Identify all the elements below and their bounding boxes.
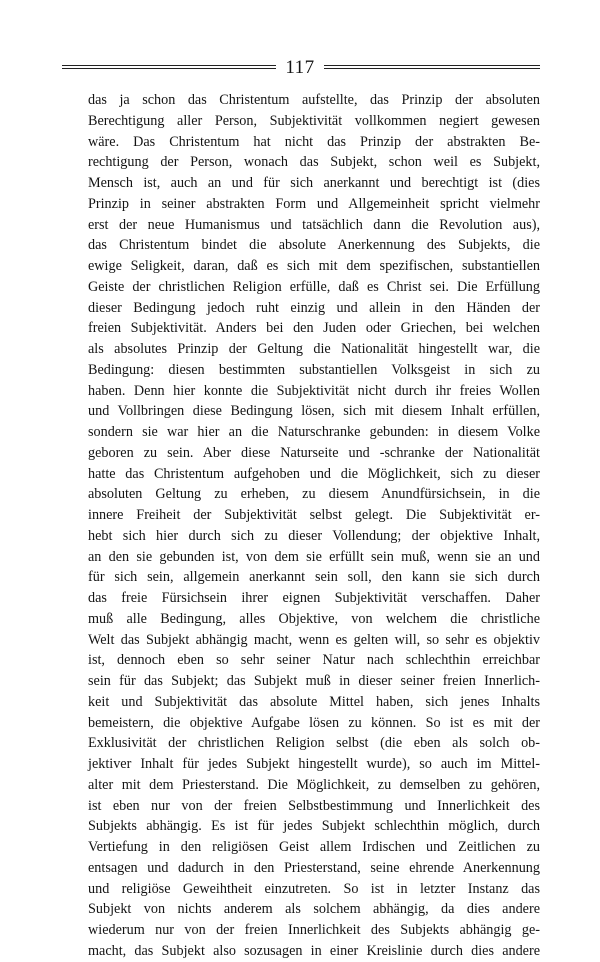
text-line: rechtigung der Person, wonach das Subjekt, schon weil es Subjekt, [88,154,540,171]
text-line: dieser Bedingung jedoch ruht einzig und allein in den Händen der [88,299,540,316]
text-line: Mensch ist, auch an und für sich anerkannt und berechtigt ist (dies [88,175,540,191]
text-line: absoluten Geltung zu erheben, zu diesem Anundfürsichsein, in die [88,486,540,503]
text-line: entsagen und dadurch in den Priesterstand, seine ehrende Anerkennung [88,859,540,876]
text-line: muß alle Bedingung, alles Objektive, von welchem die christliche [88,610,540,627]
text-line: Vertiefung in den religiösen Geist allem Irdischen und Zeitlichen zu [88,839,540,855]
text-line: wäre. Das Christentum hat nicht das Prinzip der abstrakten Be- [88,133,540,150]
text-line: an den sie gebunden ist, von dem sie erfüllt sein muß, wenn sie an und [88,548,540,565]
text-line: geboren zu sein. Aber diese Naturseite und -schranke der Nationalität [88,444,540,461]
page-number: 117 [285,57,315,78]
header-rule-right [324,65,540,69]
text-line: sondern sie war hier an die Naturschranke gebunden: in diesem Volke [88,424,540,440]
text-line: erst der neue Humanismus und tatsächlich dann die Revolution aus), [88,216,540,233]
text-line: macht, das Subjekt also sozusagen in einer Kreislinie durch dies andere [88,942,540,959]
text-line: sein für das Subjekt; das Subjekt muß in dieser seiner freien Innerlich- [88,673,540,689]
text-line: und religiöse Geweihtheit einzutreten. So ist in letzter Instanz das [88,880,540,897]
text-line: als absolutes Prinzip der Geltung die Nationalität hingestellt war, die [88,341,540,357]
text-line: Berechtigung aller Person, Subjektivität vollkommen negiert gewesen [88,112,540,129]
text-line: für sich sein, allgemein anerkannt sein soll, den kann sie sich durch [88,569,540,586]
text-line: Subjekts abhängig. Es ist für jedes Subjekt schlechthin möglich, durch [88,818,540,835]
text-line: und Vollbringen diese Bedingung lösen, sich mit diesem Inhalt erfüllen, [88,403,540,420]
text-line: das freie Fürsichsein ihrer eignen Subjektivität verschaffen. Daher [88,590,540,606]
text-line: hatte das Christentum aufgehoben und die Möglichkeit, sich zu dieser [88,465,540,482]
text-line: ist eben nur von der freien Selbstbestimmung und Innerlichkeit des [88,797,540,814]
text-line: Exklusivität der christlichen Religion selbst (die eben als solch ob- [88,735,540,752]
text-line: Geiste der christlichen Religion erfülle, daß es Christ sei. Die Erfüllung [88,278,540,295]
text-line: freien Subjektivität. Anders bei den Juden oder Griechen, bei welchen [88,320,540,337]
page-header [62,56,540,80]
text-line: keit und Subjektivität das absolute Mittel haben, sich jenes Inhalts [88,693,540,710]
text-line: alter mit dem Priesterstand. Die Möglichkeit, zu demselben zu gehören, [88,776,540,793]
text-line: das ja schon das Christentum aufstellte, das Prinzip der absoluten [88,92,540,108]
text-line: das Christentum bindet die absolute Anerkennung des Subjekts, die [88,237,540,254]
body-text [88,90,540,962]
text-line: ewige Seligkeit, daran, daß es sich mit dem spezifischen, substantiellen [88,258,540,274]
text-line: innere Freiheit der Subjektivität selbst gelegt. Die Subjektivität er- [88,507,540,523]
text-line: Welt das Subjekt abhängig macht, wenn es gelten will, so sehr es objektiv [88,631,540,648]
text-line: haben. Denn hier konnte die Subjektivität nicht durch ihr freies Wollen [88,382,540,399]
text-line: ist, dennoch eben so sehr seiner Natur nach schlechthin erreichbar [88,652,540,669]
text-line: jektiver Inhalt für jedes Subjekt hingestellt wurde), so auch im Mittel- [88,756,540,772]
text-line: hebt sich hier durch sich zu dieser Vollendung; der objektive Inhalt, [88,527,540,544]
text-line: Bedingung: diesen bestimmten substantiellen Volksgeist in sich zu [88,361,540,378]
text-line: Subjekt von nichts anderem als solchem abhängig, da dies andere [88,901,540,918]
text-line: bemeistern, die objektive Aufgabe lösen zu können. So ist es mit der [88,714,540,731]
header-rule-left [62,65,276,69]
text-line: wiederum nur von der freien Innerlichkeit des Subjekts abhängig ge- [88,922,540,938]
text-line: Prinzip in seiner abstrakten Form und Allgemeinheit spricht vielmehr [88,195,540,212]
